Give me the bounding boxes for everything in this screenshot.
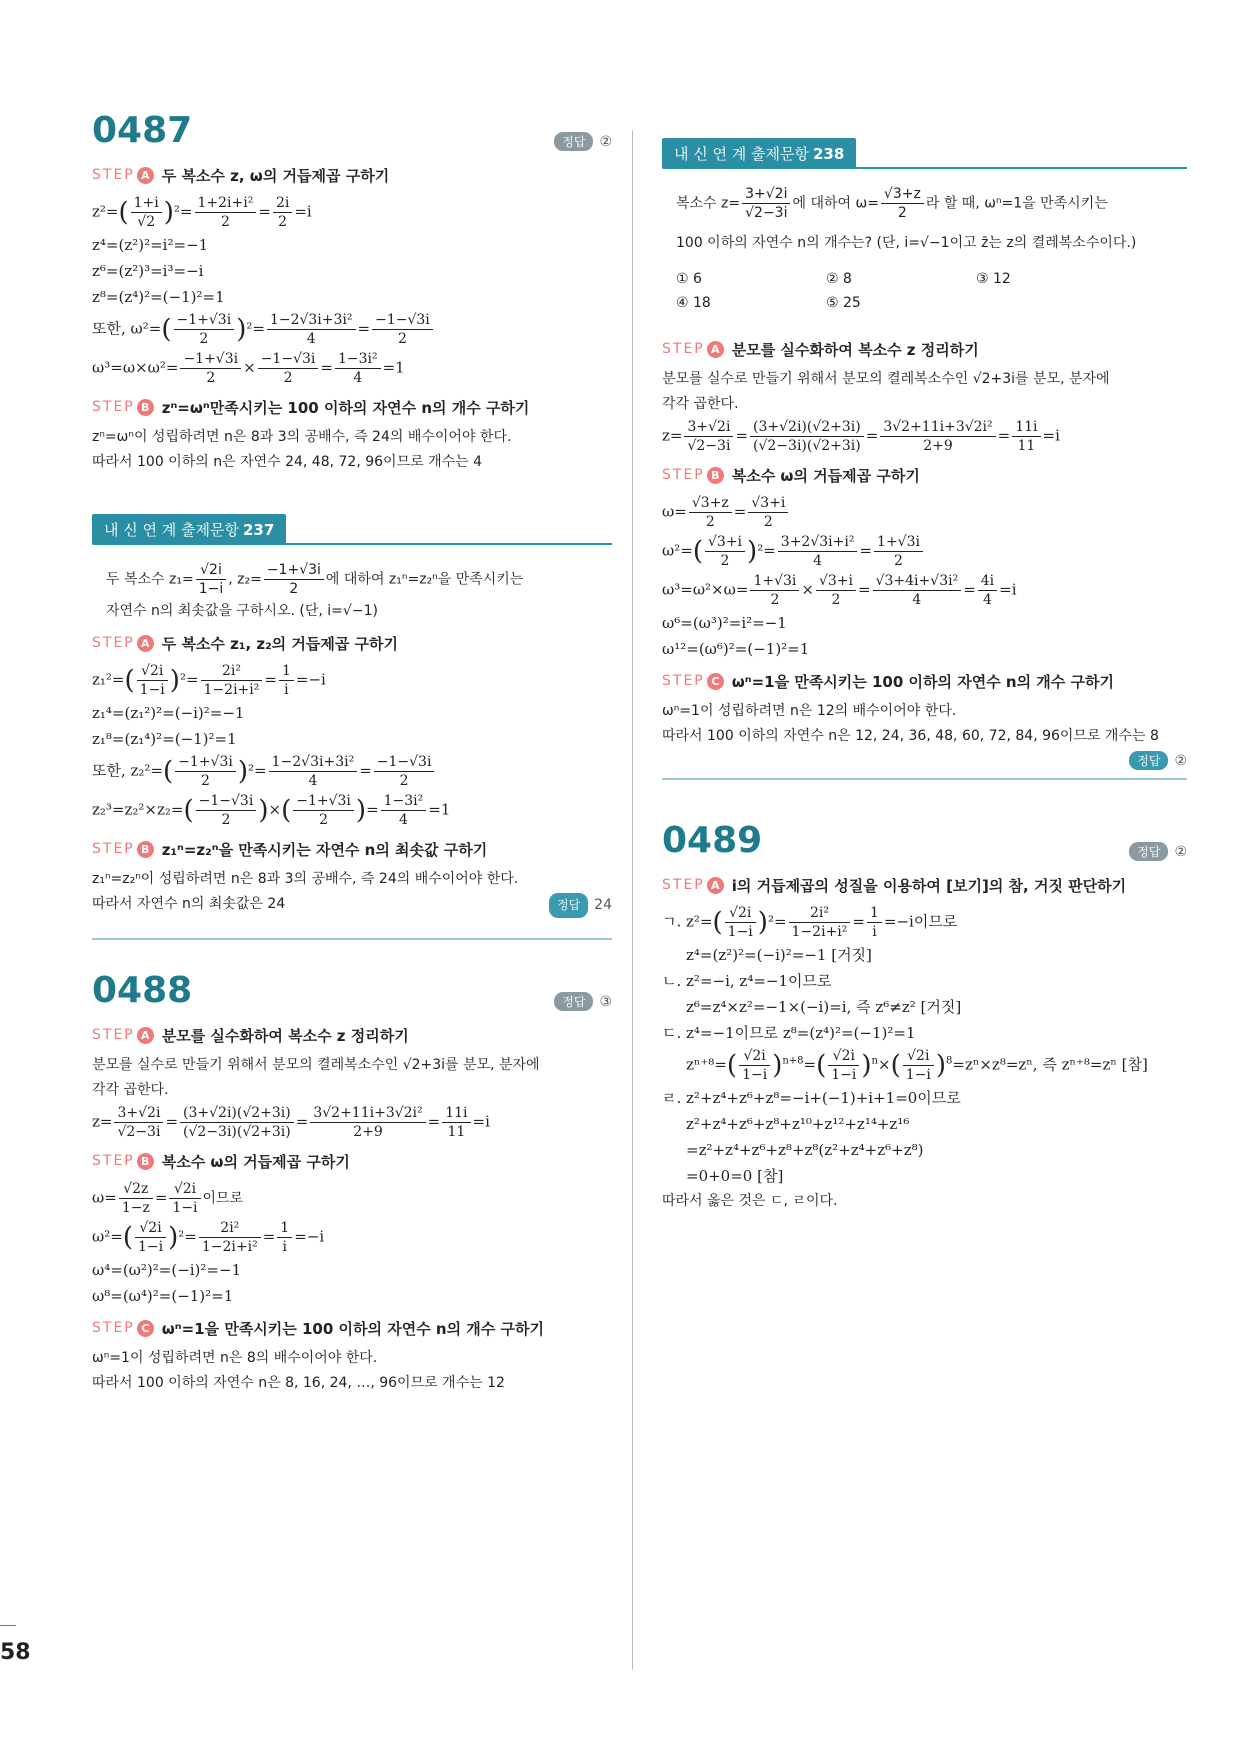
text-line: z₁ⁿ=z₂ⁿ이 성립하려면 n은 8과 3의 공배수, 즉 24의 배수이어야 한다. <box>92 871 519 887</box>
math-line: z₁²=( $\frac{√2i}{1-i}$ )²= $\frac{\text{2i²}}{\text{1−2i+i²}}$ = $\frac{1}{i}$ =−i <box>92 663 326 698</box>
math-line: z⁴=(z²)²=i²=−1 <box>92 236 209 254</box>
step-title: ωⁿ=1을 만족시키는 100 이하의 자연수 n의 개수 구하기 <box>731 673 1114 691</box>
problem-number: 0488 <box>92 970 193 1011</box>
related-tab: 내 신 연 계 출제문항 238 <box>662 138 856 169</box>
answer-value: 24 <box>594 897 612 913</box>
math-line: ω²=( $\frac{√3+i}{2}$ )²= $\frac{\text{3+2√3i+i²}}{4}$ = $\frac{1+√3i}{2}$ <box>662 533 1187 570</box>
math-line: ㄷ. z⁴=−1이므로 z⁸=(z⁴)²=(−1)²=1 <box>662 1024 916 1042</box>
section-rule <box>662 778 1187 780</box>
text-line: 따라서 자연수 n의 최솟값은 24 정답 24 <box>92 893 612 918</box>
step-title: zⁿ=ωⁿ만족시키는 100 이하의 자연수 n의 개수 구하기 <box>161 399 530 417</box>
text-line: 따라서 100 이하의 n은 자연수 24, 48, 72, 96이므로 개수는 4 <box>92 454 482 470</box>
related-rule <box>842 167 1187 169</box>
math-line: ω⁶=(ω³)²=i²=−1 <box>662 614 787 632</box>
math-line: z⁶=z⁴×z²=−1×(−i)=i, 즉 z⁶≠z² [거짓] <box>686 998 962 1016</box>
text-line: 각각 곱한다. <box>662 396 739 412</box>
choice-list <box>676 267 1187 315</box>
text-line: ωⁿ=1이 성립하려면 n은 12의 배수이어야 한다. <box>662 703 957 719</box>
step-title: i의 거듭제곱의 성질을 이용하여 [보기]의 참, 거짓 판단하기 <box>731 877 1127 895</box>
answer-value: ② <box>1174 752 1187 769</box>
answer-box <box>1129 842 1187 861</box>
answer-box <box>554 992 612 1011</box>
text-line: zⁿ=ωⁿ이 성립하려면 n은 8과 3의 공배수, 즉 24의 배수이어야 한다. <box>92 429 512 445</box>
related-problem-238 <box>662 138 1187 780</box>
answer-badge: 정답 <box>554 132 593 151</box>
text-line: 각각 곱한다. <box>92 1082 169 1098</box>
step-a: STEP A i의 거듭제곱의 성질을 이용하여 [보기]의 참, 거짓 판단하기 <box>662 877 1127 895</box>
math-line: =z²+z⁴+z⁶+z⁸+z⁸(z²+z⁴+z⁶+z⁸) <box>686 1141 924 1159</box>
step-title: z₁ⁿ=z₂ⁿ을 만족시키는 자연수 n의 최솟값 구하기 <box>161 841 488 859</box>
step-c: STEP C ωⁿ=1을 만족시키는 100 이하의 자연수 n의 개수 구하기 <box>662 673 1114 691</box>
answer-badge: 정답 <box>554 992 593 1011</box>
math-line: ω¹²=(ω⁶)²=(−1)²=1 <box>662 640 810 658</box>
choice-item: ⑤ 25 <box>826 295 861 311</box>
problem-0487 <box>92 110 612 474</box>
choice-item: ④ 18 <box>676 295 711 311</box>
answer-badge: 정답 <box>1129 751 1168 770</box>
right-column <box>662 138 1187 1215</box>
step-c: STEP C ωⁿ=1을 만족시키는 100 이하의 자연수 n의 개수 구하기 <box>92 1320 544 1338</box>
math-line: =0+0=0 [참] <box>686 1167 784 1185</box>
text-line: ωⁿ=1이 성립하려면 n은 8의 배수이어야 한다. <box>92 1350 378 1366</box>
related-rule <box>272 543 612 545</box>
conclusion: 따라서 옳은 것은 ㄷ, ㄹ이다. <box>662 1193 838 1209</box>
page-number: 58 <box>0 1640 31 1665</box>
math-line: z⁴=(z²)²=(−i)²=−1 [거짓] <box>686 946 872 964</box>
math-line: z₁⁴=(z₁²)²=(−i)²=−1 <box>92 704 245 722</box>
step-a: STEP A 두 복소수 z, ω의 거듭제곱 구하기 <box>92 167 390 185</box>
step-b: STEP B zⁿ=ωⁿ만족시키는 100 이하의 자연수 n의 개수 구하기 <box>92 399 530 417</box>
math-line: ω⁸=(ω⁴)²=(−1)²=1 <box>92 1287 234 1305</box>
choice-item: ① 6 <box>676 271 702 287</box>
math-line: ω= $\frac{√3+z}{2}$ = $\frac{√3+i}{2}$ <box>662 494 1187 531</box>
step-title: 분모를 실수화하여 복소수 z 정리하기 <box>161 1027 409 1045</box>
math-line: z²=( $\frac{1+i}{√2}$ )²= $\frac{\text{1+2i+i²}}{2}$ = $\frac{2i}{2}$ =i <box>92 195 312 230</box>
step-title: ωⁿ=1을 만족시키는 100 이하의 자연수 n의 개수 구하기 <box>161 1320 544 1338</box>
step-a: STEP A 분모를 실수화하여 복소수 z 정리하기 <box>92 1027 409 1045</box>
answer-box <box>554 132 612 151</box>
math-line: ㄴ. z²=−i, z⁴=−1이므로 <box>662 972 832 990</box>
step-a: STEP A 두 복소수 z₁, z₂의 거듭제곱 구하기 <box>92 635 399 653</box>
step-title: 복소수 ω의 거듭제곱 구하기 <box>731 467 920 485</box>
choice-item: ② 8 <box>826 271 852 287</box>
step-title: 두 복소수 z, ω의 거듭제곱 구하기 <box>161 167 390 185</box>
step-title: 분모를 실수화하여 복소수 z 정리하기 <box>731 341 979 359</box>
math-line: z₂³=z₂²×z₂=( $\frac{-1-√3i}{2}$ )×( $\frac{-1+√3i}{2}$ )= $\frac{\text{1−3i²}}{4}$ =1 <box>92 793 451 828</box>
math-line: ω⁴=(ω²)²=(−i)²=−1 <box>92 1261 242 1279</box>
choice-item: ③ 12 <box>976 271 1011 287</box>
step-b: STEP B 복소수 ω의 거듭제곱 구하기 <box>92 1153 350 1171</box>
math-line: z₁⁸=(z₁⁴)²=(−1)²=1 <box>92 730 237 748</box>
math-line: z= $\frac{3+√2i}{√2-3i}$ = $\frac{(3+√2i)(√2+3i)}{(√2-3i)(√2+3i)}$ = $\frac{\text{3√2+11i+3√2i²}}{2+9}$ = $\frac{11i}{11}$ =i <box>92 1105 490 1140</box>
problem-number: 0487 <box>92 110 193 151</box>
answer-value: ② <box>1174 843 1187 860</box>
math-line: z⁸=(z⁴)²=(−1)²=1 <box>92 288 225 306</box>
math-line: z= $\frac{3+√2i}{√2-3i}$ = $\frac{(3+√2i)(√2+3i)}{(√2-3i)(√2+3i)}$ = $\frac{\text{3√2+11i+3√2i²}}{2+9}$ = $\frac{11i}{11}$ =i <box>662 419 1060 454</box>
math-line: zⁿ⁺⁸=( $\frac{√2i}{1-i}$ )$^{n+8}$=( $\frac{√2i}{1-i}$ )$^n$×( $\frac{√2i}{1-i}$ )$^8$=zⁿ×z⁸=zⁿ, 즉 zⁿ⁺⁸=zⁿ [참] <box>686 1048 1148 1083</box>
answer-value: ② <box>599 133 612 150</box>
related-question: 두 복소수 z₁= $\frac{√2i}{1-i}$ , z₂= $\frac{-1+√3i}{2}$ 에 대하여 z₁ⁿ=z₂ⁿ을 만족시키는 자연수 n의 최솟값을 구하시오. (단, i=√−1) <box>106 562 524 619</box>
math-line: z⁶=(z²)³=i³=−i <box>92 262 204 280</box>
problem-number: 0489 <box>662 820 763 861</box>
text-line: 따라서 100 이하의 자연수 n은 12, 24, 36, 48, 60, 72, 84, 96이므로 개수는 8 <box>662 728 1159 744</box>
left-column <box>92 110 612 1397</box>
math-line: ω= $\frac{√2z}{1-z}$ = $\frac{√2i}{1-i}$ 이므로 <box>92 1181 244 1216</box>
step-title: 두 복소수 z₁, z₂의 거듭제곱 구하기 <box>161 635 399 653</box>
step-b: STEP B z₁ⁿ=z₂ⁿ을 만족시키는 자연수 n의 최솟값 구하기 <box>92 841 488 859</box>
problem-0489 <box>662 820 1187 1213</box>
math-line: z²+z⁴+z⁶+z⁸+z¹⁰+z¹²+z¹⁴+z¹⁶ <box>686 1115 910 1133</box>
math-line: ㄹ. z²+z⁴+z⁶+z⁸=−i+(−1)+i+1=0이므로 <box>662 1089 961 1107</box>
related-question: 복소수 z= $\frac{3+√2i}{√2-3i}$ 에 대하여 ω= $\frac{√3+z}{2}$ 라 할 때, ωⁿ=1을 만족시키는 100 이하의 자연수 n의 개수는? (단, i=√−1이고 z̄는 z의 켤레복소수이다.) <box>676 186 1137 251</box>
related-tab: 내 신 연 계 출제문항 237 <box>92 514 286 545</box>
answer-value: ③ <box>599 993 612 1010</box>
text-line: 분모를 실수로 만들기 위해서 분모의 켤레복소수인 √2+3i를 분모, 분자에 <box>92 1057 540 1073</box>
step-b: STEP B 복소수 ω의 거듭제곱 구하기 <box>662 467 920 485</box>
math-line: ㄱ. z²=( $\frac{√2i}{1-i}$ )²= $\frac{\text{2i²}}{\text{1−2i+i²}}$ = $\frac{1}{i}$ =−i이므로 <box>662 905 958 940</box>
text-line: 따라서 100 이하의 자연수 n은 8, 16, 24, …, 96이므로 개수는 12 <box>92 1375 505 1391</box>
math-line: ω³=ω×ω²= $\frac{-1+√3i}{2}$ × $\frac{-1-√3i}{2}$ = $\frac{\text{1−3i²}}{4}$ =1 <box>92 351 405 386</box>
math-line: ω²=( $\frac{√2i}{1-i}$ )²= $\frac{\text{2i²}}{\text{1−2i+i²}}$ = $\frac{1}{i}$ =−i <box>92 1220 325 1255</box>
page-number-rule <box>0 1625 16 1626</box>
related-problem-237 <box>92 514 612 940</box>
column-divider <box>632 130 633 1670</box>
answer-badge: 정답 <box>549 893 588 918</box>
step-title: 복소수 ω의 거듭제곱 구하기 <box>161 1153 350 1171</box>
text-line: 분모를 실수로 만들기 위해서 분모의 켤레복소수인 √2+3i를 분모, 분자에 <box>662 371 1110 387</box>
answer-badge: 정답 <box>1129 842 1168 861</box>
problem-0488 <box>92 970 612 1395</box>
math-line: 또한, ω²=( $\frac{-1+√3i}{2}$ )²= $\frac{\text{1−2√3i+3i²}}{4}$ = $\frac{-1-√3i}{2}$ <box>92 311 612 348</box>
math-line: ω³=ω²×ω= $\frac{1+√3i}{2}$ × $\frac{√3+i}{2}$ = $\frac{\text{√3+4i+√3i²}}{4}$ = $\frac{4i}{4}$ =i <box>662 573 1017 608</box>
section-rule <box>92 938 612 940</box>
step-a: STEP A 분모를 실수화하여 복소수 z 정리하기 <box>662 341 979 359</box>
math-line: 또한, z₂²=( $\frac{-1+√3i}{2}$ )²= $\frac{\text{1−2√3i+3i²}}{4}$ = $\frac{-1-√3i}{2}$ <box>92 753 612 790</box>
